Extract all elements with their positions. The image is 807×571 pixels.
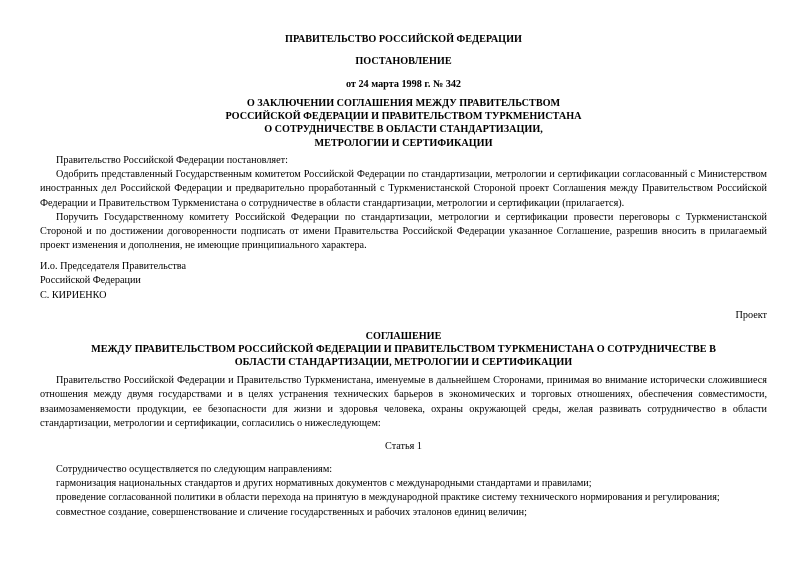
agreement-title bbox=[40, 330, 767, 370]
decree-paragraph: Одобрить представленный Государственным комитетом Российской Федерации по стандартизации, метрологии и сертификации согласованный с Министерством иностранных дел Российской Федерации и предварительно проработанный с Туркменистанской Стороной проект Соглашения между Правительством Российской Федерации и Правительством Туркменистана о сотрудничестве в области стандартизации, метрологии и сертификации (прилагается). bbox=[40, 169, 767, 209]
agreement-title-line: СОГЛАШЕНИЕ bbox=[365, 330, 442, 342]
draft-label: Проект bbox=[735, 310, 767, 322]
agreement-title-line: МЕЖДУ ПРАВИТЕЛЬСТВОМ РОССИЙСКОЙ ФЕДЕРАЦИИ И ПРАВИТЕЛЬСТВОМ ТУРКМЕНИСТАНА О СОТРУДНИЧЕСТВЕ В bbox=[91, 343, 716, 355]
decree-body bbox=[40, 154, 767, 254]
decree-paragraph: Правительство Российской Федерации постановляет: bbox=[56, 154, 288, 166]
article-body bbox=[40, 463, 767, 520]
document-type: ПОСТАНОВЛЕНИЕ bbox=[355, 56, 452, 68]
article-item: гармонизация национальных стандартов и других нормативных документов с международными стандартами и правилами; bbox=[56, 477, 592, 489]
decree-title-line: РОССИЙСКОЙ ФЕДЕРАЦИИ И ПРАВИТЕЛЬСТВОМ ТУРКМЕНИСТАНА bbox=[225, 111, 582, 123]
decree-paragraph: Поручить Государственному комитету Российской Федерации по стандартизации, метрологии и сертификации провести переговоры с Туркменистанской Стороной и по достижении договоренности подписать от имени Правительства Российской Федерации указанное Соглашение, разрешив вносить в прилагаемый проект изменения и дополнения, не имеющие принципиального характера. bbox=[40, 211, 767, 252]
agreement-title-line: ОБЛАСТИ СТАНДАРТИЗАЦИИ, МЕТРОЛОГИИ И СЕРТИФИКАЦИИ bbox=[234, 356, 573, 368]
government-heading: ПРАВИТЕЛЬСТВО РОССИЙСКОЙ ФЕДЕРАЦИИ bbox=[285, 34, 522, 45]
signature-name: С. КИРИЕНКО bbox=[40, 289, 107, 301]
article-item: проведение согласованной политики в области перехода на принятую в международной практике систему технического нормирования и регулирования; bbox=[56, 492, 720, 504]
signature-position: И.о. Председателя Правительства bbox=[40, 260, 186, 272]
article-item: совместное создание, совершенствование и сличение государственных и рабочих эталонов единиц величин; bbox=[56, 506, 527, 518]
date-number: от 24 марта 1998 г. № 342 bbox=[345, 78, 462, 90]
decree-title-line: О ЗАКЛЮЧЕНИИ СОГЛАШЕНИЯ МЕЖДУ ПРАВИТЕЛЬСТВОМ bbox=[246, 97, 561, 109]
article-item: Сотрудничество осуществляется по следующим направлениям: bbox=[56, 463, 333, 475]
signature-block bbox=[40, 260, 767, 304]
agreement-preamble: Правительство Российской Федерации и Правительство Туркменистана, именуемые в дальнейшем Сторонами, принимая во внимание исторически сложившиеся отношения между двумя государствами и в целях устранения технических барьеров в экономических и торговых отношениях, обеспечения совместимости, взаимозаменяемости продукции, ее безопасности для жизни и здоровья человека, охраны окружающей среды, желая развивать сотрудничество в области стандартизации, метрологии и сертификации, согласились о нижеследующем: bbox=[40, 375, 767, 430]
document-page bbox=[40, 30, 767, 520]
agreement-preamble-block bbox=[40, 374, 767, 431]
signature-organization: Российской Федерации bbox=[40, 275, 141, 287]
decree-title bbox=[40, 97, 767, 150]
article-heading: Статья 1 bbox=[385, 441, 422, 453]
decree-title-line: МЕТРОЛОГИИ И СЕРТИФИКАЦИИ bbox=[314, 137, 493, 149]
decree-title-line: О СОТРУДНИЧЕСТВЕ В ОБЛАСТИ СТАНДАРТИЗАЦИИ, bbox=[264, 124, 543, 136]
